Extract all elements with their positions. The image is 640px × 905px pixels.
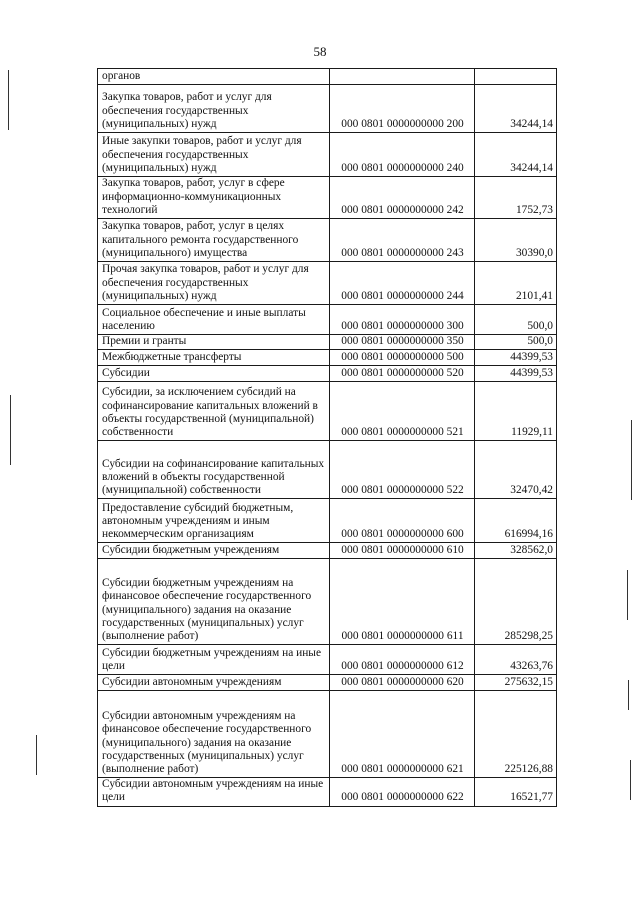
row-code-cell: 000 0801 0000000000 600 [330, 499, 475, 543]
table-row [98, 133, 557, 177]
scan-mark [10, 395, 11, 465]
table-row [98, 366, 557, 382]
row-amount-cell: 32470,42 [475, 441, 557, 499]
row-name-cell: Субсидии [98, 366, 330, 382]
row-name-cell: Премии и гранты [98, 335, 330, 350]
row-amount-cell: 285298,25 [475, 559, 557, 645]
budget-table [97, 68, 557, 807]
row-name-cell: Субсидии на софинансирование капитальных вложений в объекты государственной (муниципальной) собственности [98, 441, 330, 499]
row-code-cell: 000 0801 0000000000 612 [330, 645, 475, 675]
table-row [98, 335, 557, 350]
row-amount-cell: 275632,15 [475, 675, 557, 691]
table-row [98, 559, 557, 645]
table-row [98, 675, 557, 691]
row-amount-cell: 44399,53 [475, 366, 557, 382]
row-name-cell: Иные закупки товаров, работ и услуг для обеспечения государственных (муниципальных) нужд [98, 133, 330, 177]
row-amount-cell: 34244,14 [475, 133, 557, 177]
row-code-cell: 000 0801 0000000000 500 [330, 350, 475, 366]
row-name-cell: Прочая закупка товаров, работ и услуг для обеспечения государственных (муниципальных) нужд [98, 262, 330, 305]
table-row [98, 382, 557, 441]
row-name-cell: Субсидии бюджетным учреждениям [98, 543, 330, 559]
row-amount-cell: 34244,14 [475, 85, 557, 133]
row-amount-cell: 500,0 [475, 305, 557, 335]
row-code-cell: 000 0801 0000000000 240 [330, 133, 475, 177]
row-name-cell: Закупка товаров, работ, услуг в целях капитального ремонта государственного (муниципального) имущества [98, 219, 330, 262]
row-amount-cell: 328562,0 [475, 543, 557, 559]
table-row [98, 778, 557, 806]
row-amount-cell: 500,0 [475, 335, 557, 350]
table-row [98, 645, 557, 675]
row-name-cell: Закупка товаров, работ, услуг в сфере информационно-коммуникационных технологий [98, 177, 330, 219]
row-amount-cell: 11929,11 [475, 382, 557, 441]
row-code-cell: 000 0801 0000000000 300 [330, 305, 475, 335]
table-row [98, 262, 557, 305]
row-code-cell: 000 0801 0000000000 622 [330, 778, 475, 806]
page-number: 58 [313, 44, 327, 59]
row-code-cell: 000 0801 0000000000 200 [330, 85, 475, 133]
table-row [98, 691, 557, 778]
row-code-cell: 000 0801 0000000000 611 [330, 559, 475, 645]
row-code-cell: 000 0801 0000000000 610 [330, 543, 475, 559]
scan-mark [627, 570, 628, 620]
row-amount-cell: 2101,41 [475, 262, 557, 305]
row-code-cell: 000 0801 0000000000 350 [330, 335, 475, 350]
scan-mark [631, 420, 632, 500]
table-row [98, 499, 557, 543]
table-row [98, 85, 557, 133]
row-name-cell: Субсидии бюджетным учреждениям на иные цели [98, 645, 330, 675]
row-code-cell: 000 0801 0000000000 522 [330, 441, 475, 499]
row-amount-cell: 43263,76 [475, 645, 557, 675]
row-amount-cell: 30390,0 [475, 219, 557, 262]
row-code-cell: 000 0801 0000000000 621 [330, 691, 475, 778]
scan-mark [36, 735, 37, 775]
table-row [98, 219, 557, 262]
table-row [98, 441, 557, 499]
row-code-cell: 000 0801 0000000000 243 [330, 219, 475, 262]
scan-mark [628, 680, 629, 710]
row-amount-cell: 225126,88 [475, 691, 557, 778]
row-amount-cell: 616994,16 [475, 499, 557, 543]
row-name-cell: Субсидии автономным учреждениям на иные цели [98, 778, 330, 806]
row-amount-cell: 44399,53 [475, 350, 557, 366]
table-row [98, 350, 557, 366]
row-name-cell: Социальное обеспечение и иные выплаты населению [98, 305, 330, 335]
row-code-cell: 000 0801 0000000000 520 [330, 366, 475, 382]
table-row [98, 305, 557, 335]
row-name-cell: Предоставление субсидий бюджетным, автономным учреждениям и иным некоммерческим организациям [98, 499, 330, 543]
row-name-cell: Закупка товаров, работ и услуг для обеспечения государственных (муниципальных) нужд [98, 85, 330, 133]
table-row [98, 177, 557, 219]
row-code-cell: 000 0801 0000000000 244 [330, 262, 475, 305]
row-name-cell: Субсидии бюджетным учреждениям на финансовое обеспечение государственного (муниципального) задания на оказание государственных (муниципальных) услуг (выполнение работ) [98, 559, 330, 645]
row-code-cell [330, 69, 475, 85]
row-name-cell: Субсидии, за исключением субсидий на софинансирование капитальных вложений в объекты государственной (муниципальной) собственности [98, 382, 330, 441]
table-row [98, 69, 557, 85]
scan-mark [630, 760, 631, 800]
row-name-cell: Межбюджетные трансферты [98, 350, 330, 366]
row-amount-cell: 16521,77 [475, 778, 557, 806]
scan-mark [8, 70, 9, 130]
table-row [98, 543, 557, 559]
row-amount-cell [475, 69, 557, 85]
row-name-cell: Субсидии автономным учреждениям на финансовое обеспечение государственного (муниципального) задания на оказание государственных (муниципальных) услуг (выполнение работ) [98, 691, 330, 778]
row-name-cell: органов [98, 69, 330, 85]
row-amount-cell: 1752,73 [475, 177, 557, 219]
row-name-cell: Субсидии автономным учреждениям [98, 675, 330, 691]
row-code-cell: 000 0801 0000000000 521 [330, 382, 475, 441]
row-code-cell: 000 0801 0000000000 620 [330, 675, 475, 691]
row-code-cell: 000 0801 0000000000 242 [330, 177, 475, 219]
